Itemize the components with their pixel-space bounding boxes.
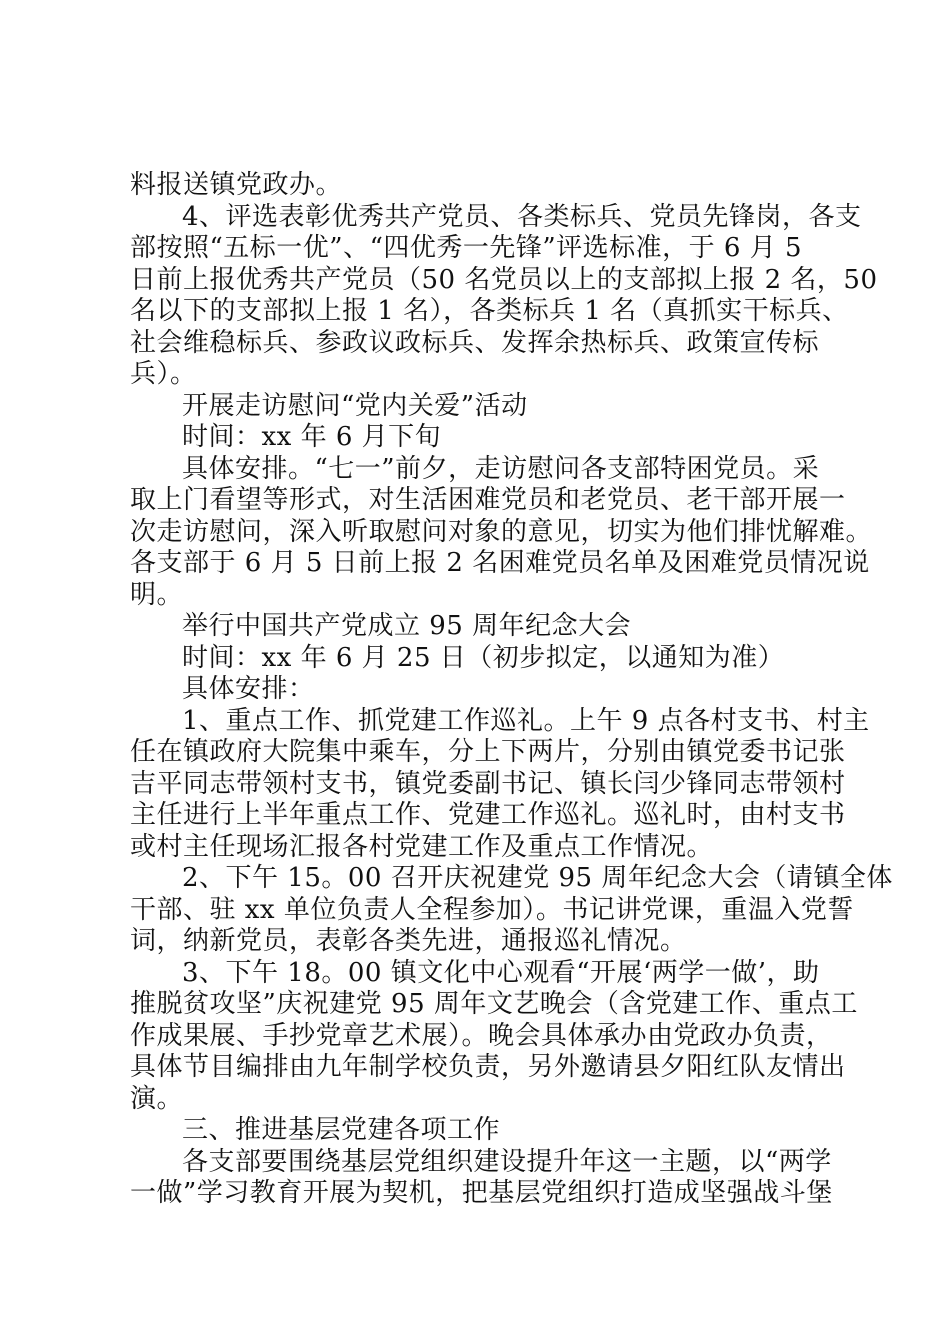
text-line: 料报送镇党政办。 [130,170,343,200]
text-line: 具体节目编排由九年制学校负责，另外邀请县夕阳红队友情出 [130,1052,846,1082]
text-line: 日前上报优秀共产党员（50 名党员以上的支部拟上报 2 名，50 [130,264,878,295]
text-line: 吉平同志带领村支书，镇党委副书记、镇长闫少锋同志带领村 [130,768,846,799]
text-line: 1、重点工作、抓党建工作巡礼。上午 9 点各村支书、村主 [182,705,870,736]
text-line: 或村主任现场汇报各村党建工作及重点工作情况。 [130,831,714,862]
text-line: 次走访慰问，深入听取慰问对象的意见，切实为他们排忧解难。 [130,516,873,547]
text-line: 任在镇政府大院集中乘车，分上下两片，分别由镇党委书记张 [130,737,846,767]
text-line: 主任进行上半年重点工作、党建工作巡礼。巡礼时，由村支书 [130,800,846,830]
text-line: 兵）。 [130,359,197,389]
text-line: 时间：xx 年 6 月 25 日（初步拟定，以通知为准） [182,642,785,673]
text-line: 各支部要围绕基层党组织建设提升年这一主题，以“两学 [182,1146,832,1177]
text-line: 明。 [130,579,184,610]
text-line: 一做”学习教育开展为契机，把基层党组织打造成坚强战斗堡 [130,1178,833,1208]
text-line: 3、下午 18。00 镇文化中心观看“开展‘两学一做’，助 [182,957,820,988]
text-line: 作成果展、手抄党章艺术展）。晚会具体承办由党政办负责， [130,1020,833,1051]
text-line: 名以下的支部拟上报 1 名），各类标兵 1 名（真抓实干标兵、 [130,296,849,326]
section-heading: 开展走访慰问“党内关爱”活动 [182,390,528,421]
text-line: 取上门看望等形式，对生活困难党员和老党员、老干部开展一 [130,485,846,515]
text-line: 时间：xx 年 6 月下旬 [182,422,442,452]
text-line: 推脱贫攻坚”庆祝建党 95 周年文艺晚会（含党建工作、重点工 [130,989,858,1019]
text-line: 2、下午 15。00 召开庆祝建党 95 周年纪念大会（请镇全体 [182,863,893,893]
text-line: 具体安排。“七一”前夕，走访慰问各支部特困党员。采 [182,453,820,484]
text-line: 4、评选表彰优秀共产党员、各类标兵、党员先锋岗，各支 [182,201,862,232]
text-line: 具体安排： [182,674,315,704]
text-line: 干部、驻 xx 单位负责人全程参加）。书记讲党课，重温入党誓 [130,894,854,925]
section-heading: 三、推进基层党建各项工作 [182,1115,501,1145]
text-line: 演。 [130,1083,184,1114]
text-line: 各支部于 6 月 5 日前上报 2 名困难党员名单及困难党员情况说 [130,548,870,578]
document-body [130,170,893,1210]
section-heading: 举行中国共产党成立 95 周年纪念大会 [182,611,632,641]
text-line: 词，纳新党员，表彰各类先进，通报巡礼情况。 [130,926,687,956]
text-line: 社会维稳标兵、参政议政标兵、发挥余热标兵、政策宣传标 [130,327,820,358]
text-line: 部按照“五标一优”、“四优秀一先锋”评选标准，于 6 月 5 [130,233,803,263]
